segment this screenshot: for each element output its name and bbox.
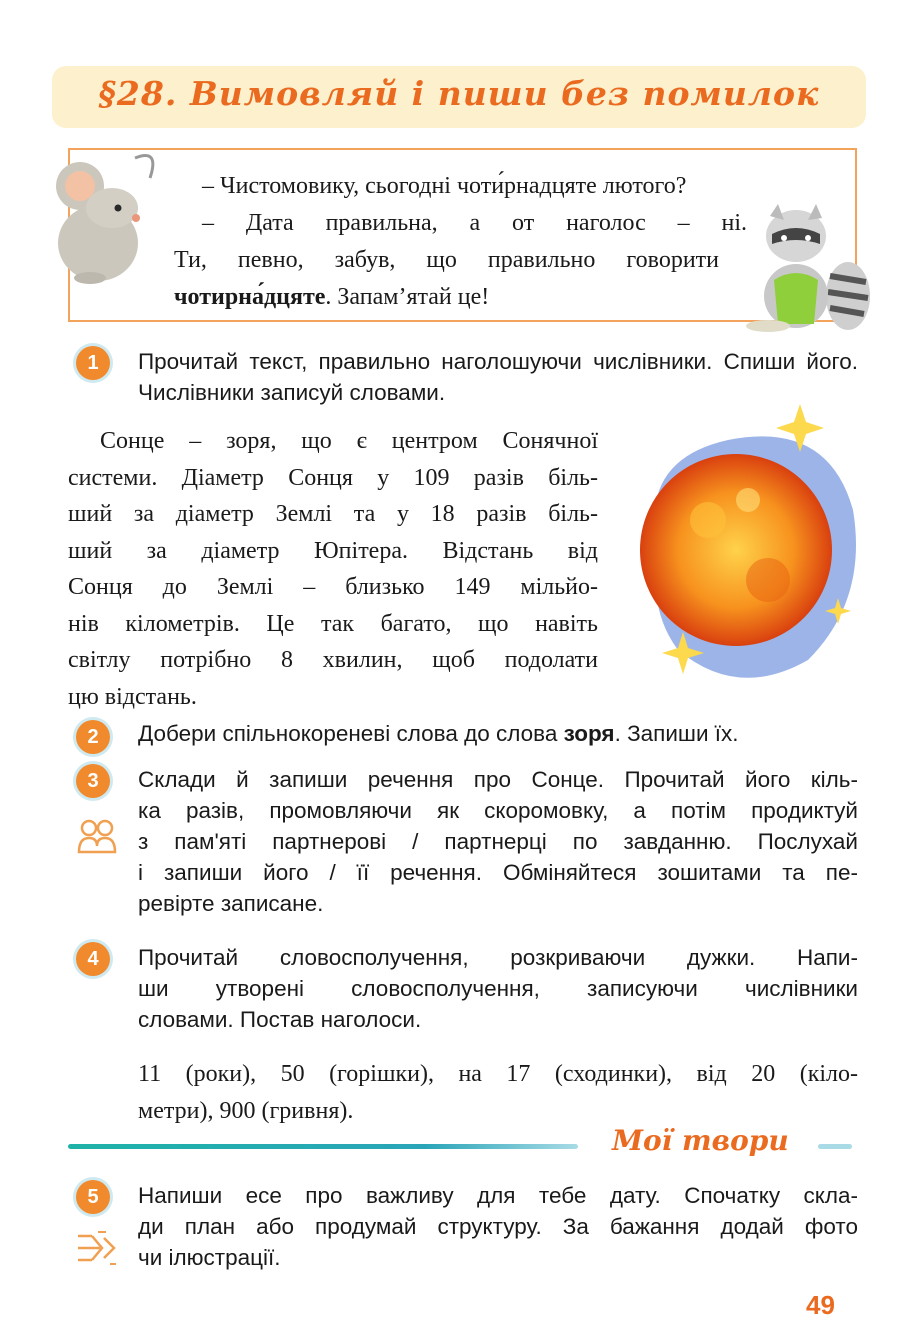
text-line: ди план або продумай структуру. За бажання додай фото	[138, 1214, 858, 1239]
task-number-badge: 3	[76, 764, 110, 798]
task-4-examples	[138, 1056, 858, 1129]
text-line: Напиши есе про важливу для тебе дату. Спочатку скла-	[138, 1183, 858, 1208]
text-line: Прочитай словосполучення, розкриваючи дужки. Напи-	[138, 945, 858, 970]
text-line: ка разів, промовляючи як скоромовку, а потім продиктуй	[138, 798, 858, 823]
dialog-line: – Чистомовику, сьогодні чоти́рнадцяте лютого?	[202, 173, 687, 199]
pair-work-icon	[76, 818, 118, 858]
creative-writing-icon	[74, 1228, 118, 1268]
text-line: метри), 900 (гривня).	[138, 1097, 354, 1124]
task-3-text	[138, 764, 858, 919]
text-line: системи. Діаметр Сонця у 109 разів біль-	[68, 464, 598, 491]
text-line: і запиши його / її речення. Обміняйтеся зошитами та пе-	[138, 860, 858, 885]
page-title: §28. Вимовляй і пиши без помилок	[98, 74, 820, 113]
text-line: 11 (роки), 50 (горішки), на 17 (сходинки), від 20 (кіло-	[138, 1061, 858, 1087]
task-1-text: Прочитай текст, правильно наголошуючи числівники. Спиши його. Числівники записуй словами.	[138, 349, 858, 405]
text-line: ревірте записане.	[138, 891, 324, 916]
text-line: Склади й запиши речення про Сонце. Прочитай його кіль-	[138, 767, 858, 792]
dialog-line: чотирна́дцяте. Запам’ятай це!	[174, 284, 490, 310]
text-line: з пам'яті партнерові / партнерці по завданню. Послухай	[138, 829, 858, 854]
text-line: чи ілюстрації.	[138, 1245, 281, 1270]
task-number-badge: 5	[76, 1180, 110, 1214]
bold-word: чотирна́дцяте	[174, 284, 326, 310]
section-divider	[68, 1144, 578, 1149]
text-line: ший за діаметр Юпітера. Відстань від	[68, 537, 598, 564]
bold-word: зоря	[563, 721, 615, 746]
dialog-text	[174, 168, 844, 316]
task-number-badge: 1	[76, 346, 110, 380]
text-line: Сонця до Землі – близько 149 мільйо-	[68, 574, 598, 600]
sun-text	[68, 423, 598, 715]
text-line: Сонце – зоря, що є центром Сонячної	[100, 428, 598, 454]
sun-icon	[628, 400, 868, 690]
task-2-text: Добери спільнокореневі слова до слова зоря. Запиши їх.	[138, 721, 739, 746]
text-line: словами. Постав наголоси.	[138, 1007, 422, 1032]
page-number: 49	[806, 1290, 835, 1320]
task-number-badge: 2	[76, 720, 110, 754]
text-line: нів кілометрів. Це так багато, що навіть	[68, 610, 598, 637]
text-line: ши утворені словосполучення, записуючи числівники	[138, 976, 858, 1001]
section-divider-end	[818, 1144, 852, 1149]
text-line: ший за діаметр Землі та у 18 разів біль-	[68, 501, 598, 527]
text-line: світлу потрібно 8 хвилин, щоб подолати	[68, 647, 598, 673]
text-line: цю відстань.	[68, 683, 197, 710]
dialog-line: Ти, певно, забув, що правильно говорити	[174, 247, 719, 273]
dialog-line: – Дата правильна, а от наголос – ні.	[202, 210, 747, 236]
task-number-badge: 4	[76, 942, 110, 976]
task-5-text	[138, 1180, 858, 1273]
section-title: Мої твори	[612, 1124, 789, 1157]
task-4-text	[138, 942, 858, 1035]
mouse-icon	[40, 138, 170, 288]
